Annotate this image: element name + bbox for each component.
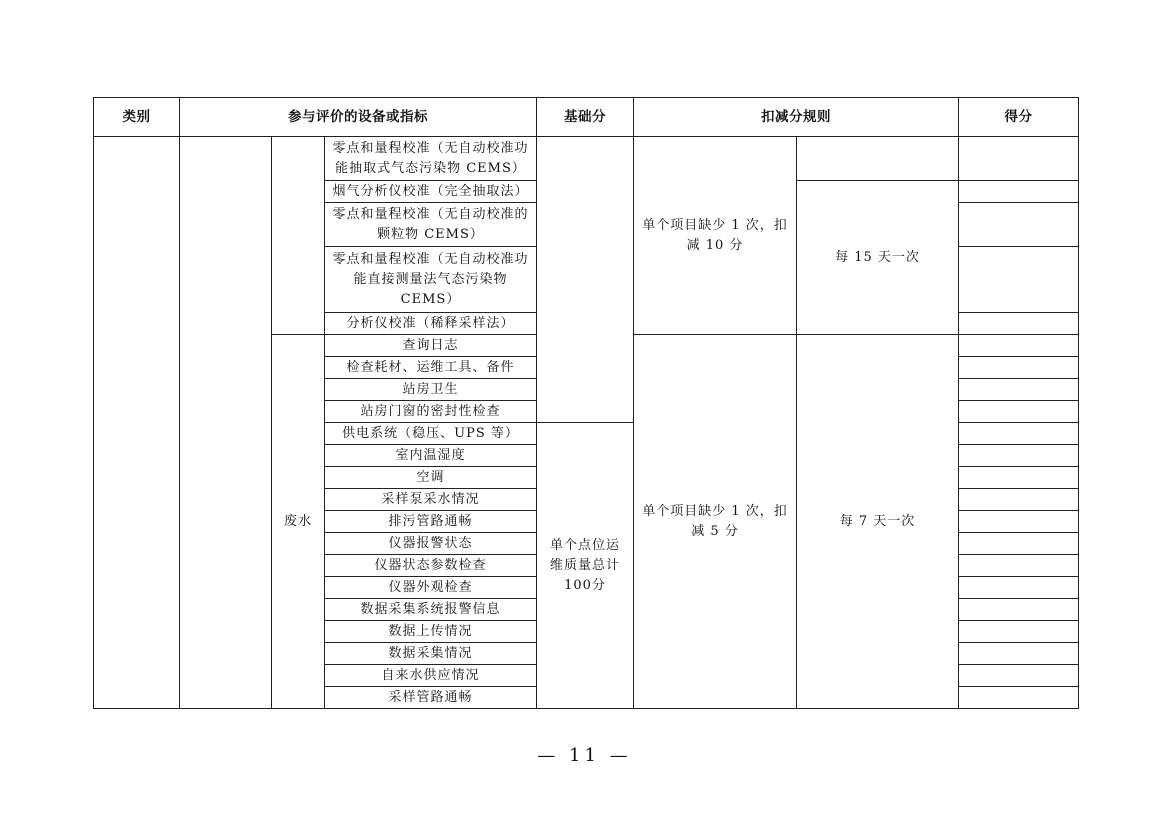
base-score-cell-upper bbox=[537, 137, 634, 423]
indicator-item: 分析仪校准（稀释采样法） bbox=[325, 313, 537, 335]
score-cell[interactable] bbox=[959, 621, 1079, 643]
indicator-item: 站房卫生 bbox=[325, 379, 537, 401]
score-cell[interactable] bbox=[959, 137, 1079, 181]
header-deduction-rule: 扣减分规则 bbox=[634, 98, 959, 137]
score-cell[interactable] bbox=[959, 379, 1079, 401]
score-cell[interactable] bbox=[959, 489, 1079, 511]
score-cell[interactable] bbox=[959, 687, 1079, 709]
page-number: — 11 — bbox=[537, 745, 632, 766]
indicator-item: 自来水供应情况 bbox=[325, 665, 537, 687]
group1-frequency-top bbox=[797, 137, 959, 181]
indicator-item: 数据上传情况 bbox=[325, 621, 537, 643]
header-indicator: 参与评价的设备或指标 bbox=[180, 98, 537, 137]
group1-type-cell bbox=[272, 137, 325, 335]
indicator-item: 采样泵采水情况 bbox=[325, 489, 537, 511]
indicator-item: 排污管路通畅 bbox=[325, 511, 537, 533]
score-cell[interactable] bbox=[959, 555, 1079, 577]
indicator-item: 查询日志 bbox=[325, 335, 537, 357]
score-cell[interactable] bbox=[959, 511, 1079, 533]
score-cell[interactable] bbox=[959, 599, 1079, 621]
category-cell bbox=[94, 137, 180, 709]
group1-frequency: 每 15 天一次 bbox=[797, 181, 959, 335]
score-cell[interactable] bbox=[959, 533, 1079, 555]
score-cell[interactable] bbox=[959, 401, 1079, 423]
indicator-item: 供电系统（稳压、UPS 等） bbox=[325, 423, 537, 445]
indicator-item: 数据采集系统报警信息 bbox=[325, 599, 537, 621]
evaluation-table bbox=[93, 97, 1079, 709]
indicator-item: 室内温湿度 bbox=[325, 445, 537, 467]
score-cell[interactable] bbox=[959, 665, 1079, 687]
score-cell[interactable] bbox=[959, 335, 1079, 357]
header-base-score: 基础分 bbox=[537, 98, 634, 137]
group1-rule: 单个项目缺少 1 次，扣减 10 分 bbox=[634, 137, 797, 335]
score-cell[interactable] bbox=[959, 181, 1079, 203]
score-cell[interactable] bbox=[959, 357, 1079, 379]
indicator-item: 站房门窗的密封性检查 bbox=[325, 401, 537, 423]
indicator-item: 空调 bbox=[325, 467, 537, 489]
indicator-item: 零点和量程校准（无自动校准的颗粒物 CEMS） bbox=[325, 203, 537, 247]
indicator-item: 仪器报警状态 bbox=[325, 533, 537, 555]
indicator-item: 仪器状态参数检查 bbox=[325, 555, 537, 577]
indicator-item: 零点和量程校准（无自动校准功能直接测量法气态污染物CEMS） bbox=[325, 247, 537, 313]
score-cell[interactable] bbox=[959, 313, 1079, 335]
indicator-item: 数据采集情况 bbox=[325, 643, 537, 665]
water-label: 废水 bbox=[272, 335, 325, 709]
header-category: 类别 bbox=[94, 98, 180, 137]
indicator-item: 零点和量程校准（无自动校准功能抽取式气态污染物 CEMS） bbox=[325, 137, 537, 181]
score-cell[interactable] bbox=[959, 423, 1079, 445]
indicator-item: 烟气分析仪校准（完全抽取法） bbox=[325, 181, 537, 203]
header-score: 得分 bbox=[959, 98, 1079, 137]
score-cell[interactable] bbox=[959, 643, 1079, 665]
indicator-item: 检查耗材、运维工具、备件 bbox=[325, 357, 537, 379]
score-cell[interactable] bbox=[959, 247, 1079, 313]
group2-rule: 单个项目缺少 1 次，扣减 5 分 bbox=[634, 335, 797, 709]
group2-frequency: 每 7 天一次 bbox=[797, 335, 959, 709]
score-cell[interactable] bbox=[959, 467, 1079, 489]
subcategory-cell bbox=[180, 137, 272, 709]
indicator-item: 仪器外观检查 bbox=[325, 577, 537, 599]
base-score-text: 单个点位运维质量总计100分 bbox=[537, 423, 634, 709]
score-cell[interactable] bbox=[959, 445, 1079, 467]
score-cell[interactable] bbox=[959, 577, 1079, 599]
indicator-item: 采样管路通畅 bbox=[325, 687, 537, 709]
score-cell[interactable] bbox=[959, 203, 1079, 247]
